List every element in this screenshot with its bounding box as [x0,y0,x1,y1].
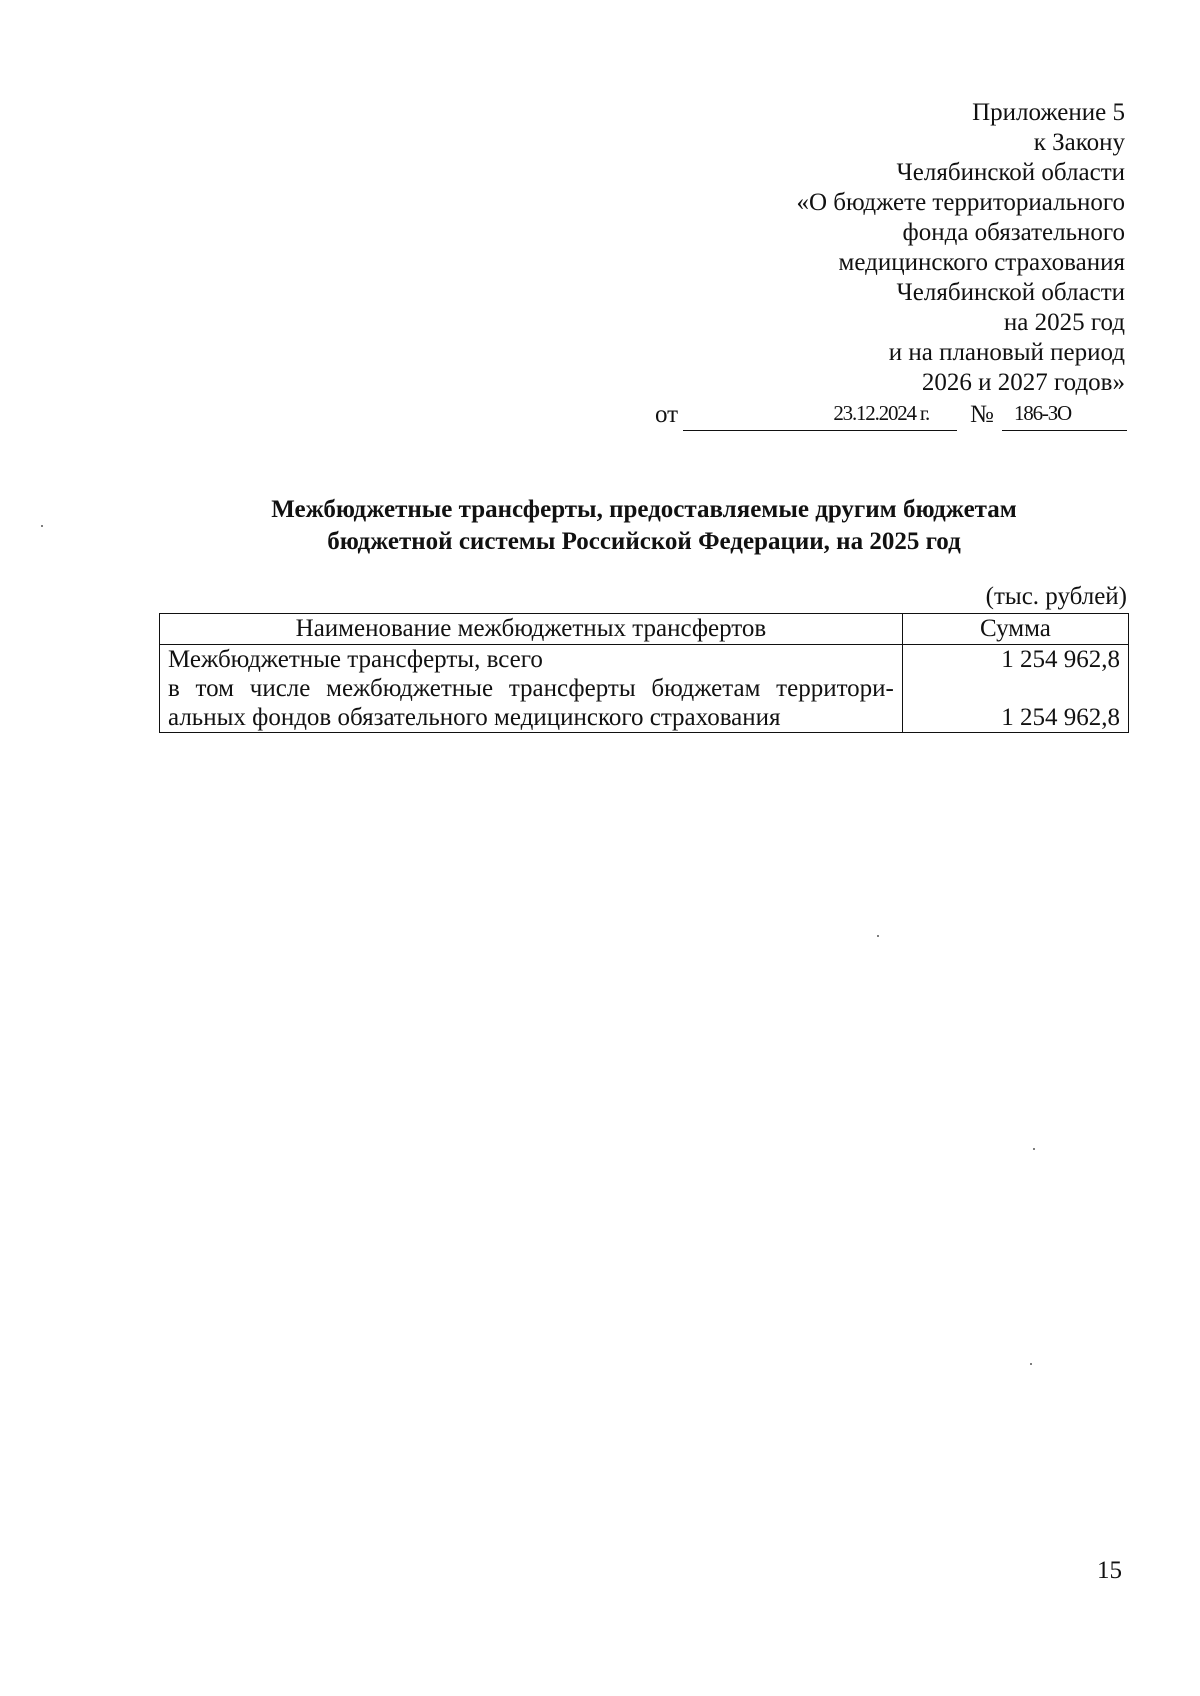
appendix-line: 2026 и 2027 годов» [921,369,1125,396]
sum-spacer [911,674,1120,703]
transfer-name-line: Межбюджетные трансферты, всего [168,646,543,673]
transfers-table [159,613,1129,733]
from-label: от [655,401,679,428]
appendix-line: медицинского страхования [838,249,1125,276]
law-number: 186-ЗО [1014,401,1071,425]
transfer-name-cell [160,645,903,733]
appendix-line: фонда обязательного [902,219,1125,246]
document-title [160,494,1128,558]
law-reference [655,400,1127,432]
page-number: 15 [1097,1557,1122,1584]
total-sum: 1 254 962,8 [1001,646,1120,673]
table-row [160,645,1129,733]
appendix-line: «О бюджете территориального [796,189,1125,216]
title-line-2: бюджетной системы Российской Федерации, на 2025 год [327,528,961,555]
transfer-name-line: альных фондов обязательного медицинского страхования [168,704,781,731]
column-header-name: Наименование межбюджетных трансфертов [160,614,903,645]
subtotal-sum: 1 254 962,8 [1001,704,1120,731]
transfer-name-line: в том числе межбюджетные трансферты бюджетам территори- [168,675,894,702]
law-date: 23.12.2024 г. [833,401,929,425]
number-field [1002,400,1127,431]
column-header-sum: Сумма [902,614,1128,645]
scan-speck [877,935,879,937]
appendix-line: Челябинской области [896,159,1125,186]
transfer-sum-cell [902,645,1128,733]
scan-speck [1030,1363,1032,1365]
appendix-line: к Закону [1033,129,1125,156]
scan-speck [1033,1148,1035,1150]
appendix-line: на 2025 год [1003,309,1125,336]
table-header-row [160,614,1129,645]
title-line-1: Межбюджетные трансферты, предоставляемые другим бюджетам [271,496,1017,523]
appendix-line: Челябинской области [896,279,1125,306]
scan-speck [41,525,43,527]
number-label: № [970,401,994,428]
appendix-header [605,98,1125,398]
appendix-line: и на плановый период [888,339,1125,366]
units-label: (тыс. рублей) [985,583,1127,610]
date-field [683,400,957,431]
appendix-line: Приложение 5 [972,99,1125,126]
